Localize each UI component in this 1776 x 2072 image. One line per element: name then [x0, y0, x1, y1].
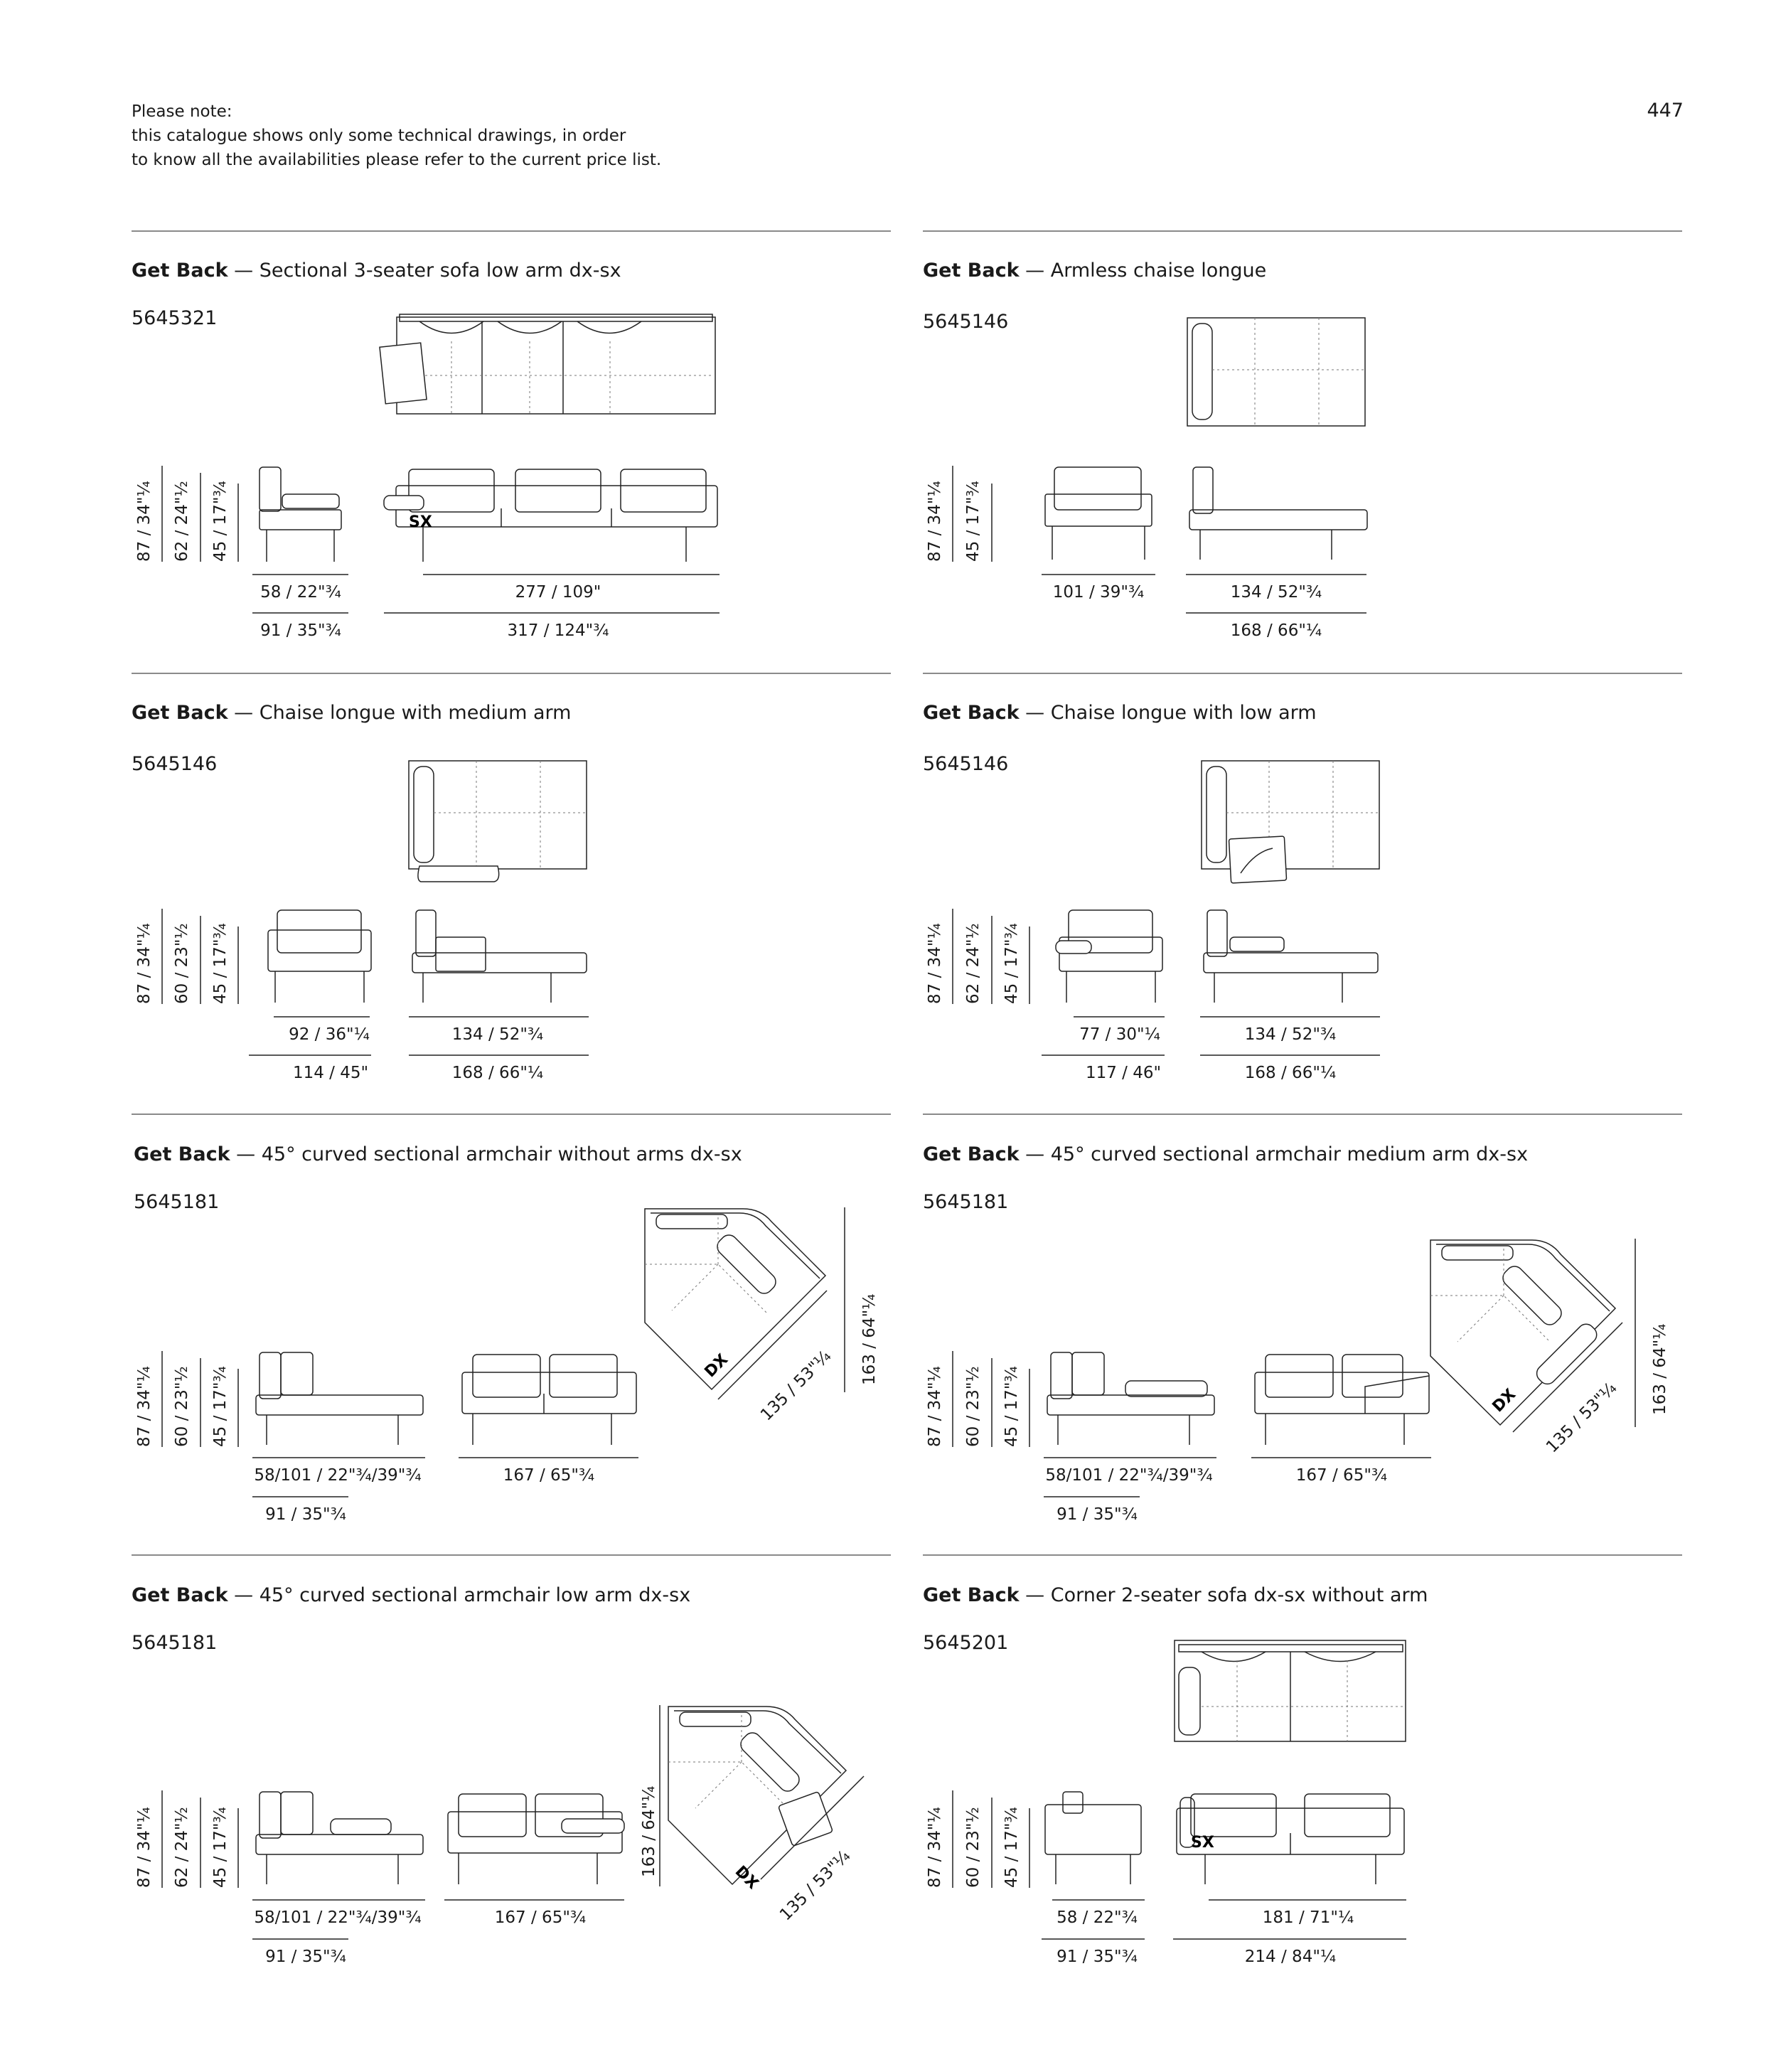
width-dimension: 167 / 65"¾	[494, 1908, 587, 1927]
width-dimension: 167 / 65"¾	[503, 1466, 595, 1485]
product-name: Chaise longue with low arm	[1050, 702, 1317, 724]
width-dimension: 91 / 35"¾	[265, 1948, 346, 1966]
product-name: Chaise longue with medium arm	[259, 702, 572, 724]
product-code: 5645146	[132, 753, 218, 775]
product-title: Get Back — 45° curved sectional armchair low arm dx-sx	[132, 1584, 691, 1606]
product-title: Get Back — Chaise longue with low arm	[923, 702, 1317, 724]
height-dimension: 45 / 17"¾	[211, 481, 230, 562]
orientation-mark: DX	[701, 1350, 732, 1382]
product-title: Get Back — Chaise longue with medium arm	[132, 702, 572, 724]
product-name: Corner 2-seater sofa dx-sx without arm	[1050, 1584, 1428, 1606]
height-dimension: 45 / 17"¾	[211, 1366, 230, 1447]
note-line: to know all the availabilities please refer to the current price list.	[132, 151, 662, 169]
height-dimension: 87 / 34"¼	[135, 481, 154, 562]
width-dimension: 77 / 30"¼	[1079, 1025, 1160, 1044]
height-dimension: 62 / 24"½	[964, 923, 983, 1004]
height-dimension: 60 / 23"½	[964, 1366, 983, 1447]
height-dimension: 87 / 34"¼	[135, 923, 154, 1004]
width-dimension: 214 / 84"¼	[1244, 1948, 1337, 1966]
product-title: Get Back — Armless chaise longue	[923, 260, 1267, 282]
width-dimension: 134 / 52"¾	[451, 1025, 544, 1044]
brand-name: Get Back	[923, 1584, 1020, 1606]
product-code: 5645181	[923, 1191, 1009, 1213]
width-dimension: 91 / 35"¾	[260, 621, 341, 640]
width-dimension: 317 / 124"¾	[507, 621, 609, 640]
product-code: 5645146	[923, 753, 1009, 775]
brand-name: Get Back	[923, 260, 1020, 282]
depth-dimension: 163 / 64"¼	[860, 1293, 879, 1385]
product-code: 5645321	[132, 307, 218, 329]
width-dimension: 58/101 / 22"¾/39"¾	[1045, 1466, 1213, 1485]
product-name: Armless chaise longue	[1050, 260, 1267, 282]
product-title: Get Back — 45° curved sectional armchair without arms dx-sx	[134, 1143, 742, 1165]
width-dimension: 168 / 66"¼	[451, 1064, 544, 1082]
height-dimension: 45 / 17"¾	[211, 923, 230, 1004]
product-name: 45° curved sectional armchair low arm dx-sx	[259, 1584, 691, 1606]
width-dimension: 134 / 52"¾	[1244, 1025, 1337, 1044]
brand-name: Get Back	[132, 702, 228, 724]
height-dimension: 62 / 24"½	[173, 1807, 191, 1888]
brand-name: Get Back	[923, 702, 1020, 724]
product-name: 45° curved sectional armchair without arms dx-sx	[261, 1143, 742, 1165]
orientation-mark: DX	[731, 1862, 762, 1894]
height-dimension: 87 / 34"¼	[926, 923, 944, 1004]
height-dimension: 60 / 23"½	[173, 1366, 191, 1447]
brand-name: Get Back	[134, 1143, 230, 1165]
page-number: 447	[1647, 100, 1684, 122]
product-code: 5645181	[134, 1191, 220, 1213]
diagonal-dimension: 135 / 53"¼	[1543, 1379, 1621, 1457]
width-dimension: 277 / 109"	[515, 583, 601, 602]
width-dimension: 58 / 22"¾	[260, 583, 341, 602]
height-dimension: 62 / 24"½	[173, 481, 191, 562]
note-line: this catalogue shows only some technical drawings, in order	[132, 127, 626, 145]
width-dimension: 58 / 22"¾	[1056, 1908, 1138, 1927]
height-dimension: 45 / 17"¾	[964, 481, 983, 562]
width-dimension: 91 / 35"¾	[1056, 1948, 1138, 1966]
height-dimension: 45 / 17"¾	[1002, 923, 1021, 1004]
width-dimension: 134 / 52"¾	[1230, 583, 1322, 602]
note-line: Please note:	[132, 102, 232, 121]
orientation-mark: SX	[409, 513, 432, 531]
width-dimension: 114 / 45"	[292, 1064, 369, 1082]
width-dimension: 91 / 35"¾	[265, 1505, 346, 1524]
width-dimension: 168 / 66"¼	[1244, 1064, 1337, 1082]
product-title: Get Back — Corner 2-seater sofa dx-sx without arm	[923, 1584, 1428, 1606]
product-name: 45° curved sectional armchair medium arm dx-sx	[1050, 1143, 1529, 1165]
product-code: 5645201	[923, 1632, 1009, 1654]
diagonal-dimension: 135 / 53"¼	[757, 1347, 835, 1425]
height-dimension: 60 / 23"½	[173, 923, 191, 1004]
height-dimension: 87 / 34"¼	[135, 1807, 154, 1888]
width-dimension: 91 / 35"¾	[1056, 1505, 1138, 1524]
width-dimension: 167 / 65"¾	[1295, 1466, 1388, 1485]
depth-dimension: 163 / 64"¼	[640, 1785, 658, 1877]
width-dimension: 101 / 39"¾	[1052, 583, 1145, 602]
width-dimension: 92 / 36"¼	[289, 1025, 370, 1044]
height-dimension: 87 / 34"¼	[135, 1366, 154, 1447]
height-dimension: 87 / 34"¼	[926, 1366, 944, 1447]
product-code: 5645181	[132, 1632, 218, 1654]
brand-name: Get Back	[923, 1143, 1020, 1165]
brand-name: Get Back	[132, 1584, 228, 1606]
product-code: 5645146	[923, 311, 1009, 333]
width-dimension: 117 / 46"	[1085, 1064, 1162, 1082]
height-dimension: 60 / 23"½	[964, 1807, 983, 1888]
height-dimension: 45 / 17"¾	[1002, 1366, 1021, 1447]
orientation-mark: SX	[1191, 1834, 1214, 1852]
product-title: Get Back — Sectional 3-seater sofa low arm dx-sx	[132, 260, 621, 282]
orientation-mark: DX	[1489, 1385, 1520, 1416]
height-dimension: 87 / 34"¼	[926, 1807, 944, 1888]
width-dimension: 58/101 / 22"¾/39"¾	[254, 1466, 422, 1485]
width-dimension: 168 / 66"¼	[1230, 621, 1322, 640]
height-dimension: 87 / 34"¼	[926, 481, 944, 562]
product-title: Get Back — 45° curved sectional armchair medium arm dx-sx	[923, 1143, 1529, 1165]
width-dimension: 181 / 71"¼	[1262, 1908, 1354, 1927]
height-dimension: 45 / 17"¾	[211, 1807, 230, 1888]
height-dimension: 45 / 17"¾	[1002, 1807, 1021, 1888]
depth-dimension: 163 / 64"¼	[1651, 1323, 1669, 1415]
diagonal-dimension: 135 / 53"¼	[776, 1847, 855, 1925]
product-name: Sectional 3-seater sofa low arm dx-sx	[259, 260, 621, 282]
brand-name: Get Back	[132, 260, 228, 282]
width-dimension: 58/101 / 22"¾/39"¾	[254, 1908, 422, 1927]
